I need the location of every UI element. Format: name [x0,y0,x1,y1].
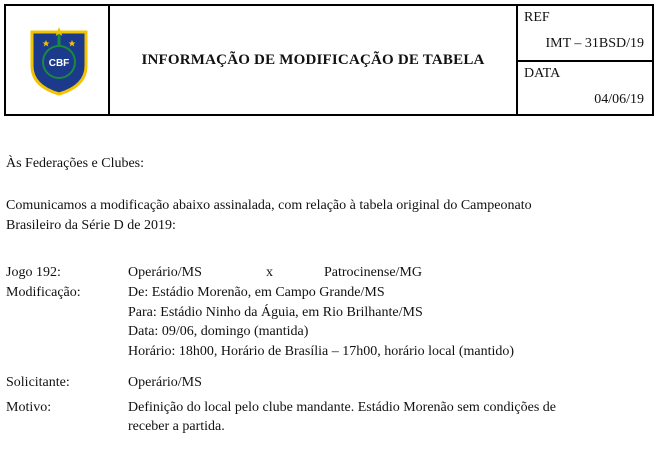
greeting: Às Federações e Clubes: [6,156,145,171]
game-vs: x [266,265,273,280]
modification-to: Para: Estádio Ninho da Águia, em Rio Brilhante/MS [128,305,423,320]
header-table [4,4,654,116]
date-label: DATA [524,66,561,81]
ref-label: REF [524,10,550,25]
modification-label: Modificação: [6,285,81,300]
intro-line-1: Comunicamos a modificação abaixo assinalada, com relação à tabela original do Campeonato [6,198,532,213]
game-away-team: Patrocinense/MG [324,265,422,280]
date-value: 04/06/19 [594,92,644,107]
ref-value: IMT – 31BSD/19 [545,36,644,51]
modification-time: Horário: 18h00, Horário de Brasília – 17h00, horário local (mantido) [128,344,515,359]
requester-value: Operário/MS [128,375,202,390]
modification-date: Data: 09/06, domingo (mantida) [128,324,309,339]
reason-label: Motivo: [6,400,52,415]
requester-label: Solicitante: [6,375,70,390]
reason-line-1: Definição do local pelo clube mandante. Estádio Morenão sem condições de [128,400,557,415]
cbf-crest-icon [28,26,90,96]
ref-cell [518,6,652,62]
intro-line-2: Brasileiro da Série D de 2019: [6,218,176,233]
logo-text: CBF [48,58,70,69]
game-home-team: Operário/MS [128,265,202,280]
modification-from: De: Estádio Morenão, em Campo Grande/MS [128,285,385,300]
logo-cell [6,6,110,114]
reason-line-2: receber a partida. [128,419,225,434]
title-cell [110,6,518,114]
game-label: Jogo 192: [6,265,61,280]
date-cell [518,62,652,114]
document-title: INFORMAÇÃO DE MODIFICAÇÃO DE TABELA [141,51,485,68]
